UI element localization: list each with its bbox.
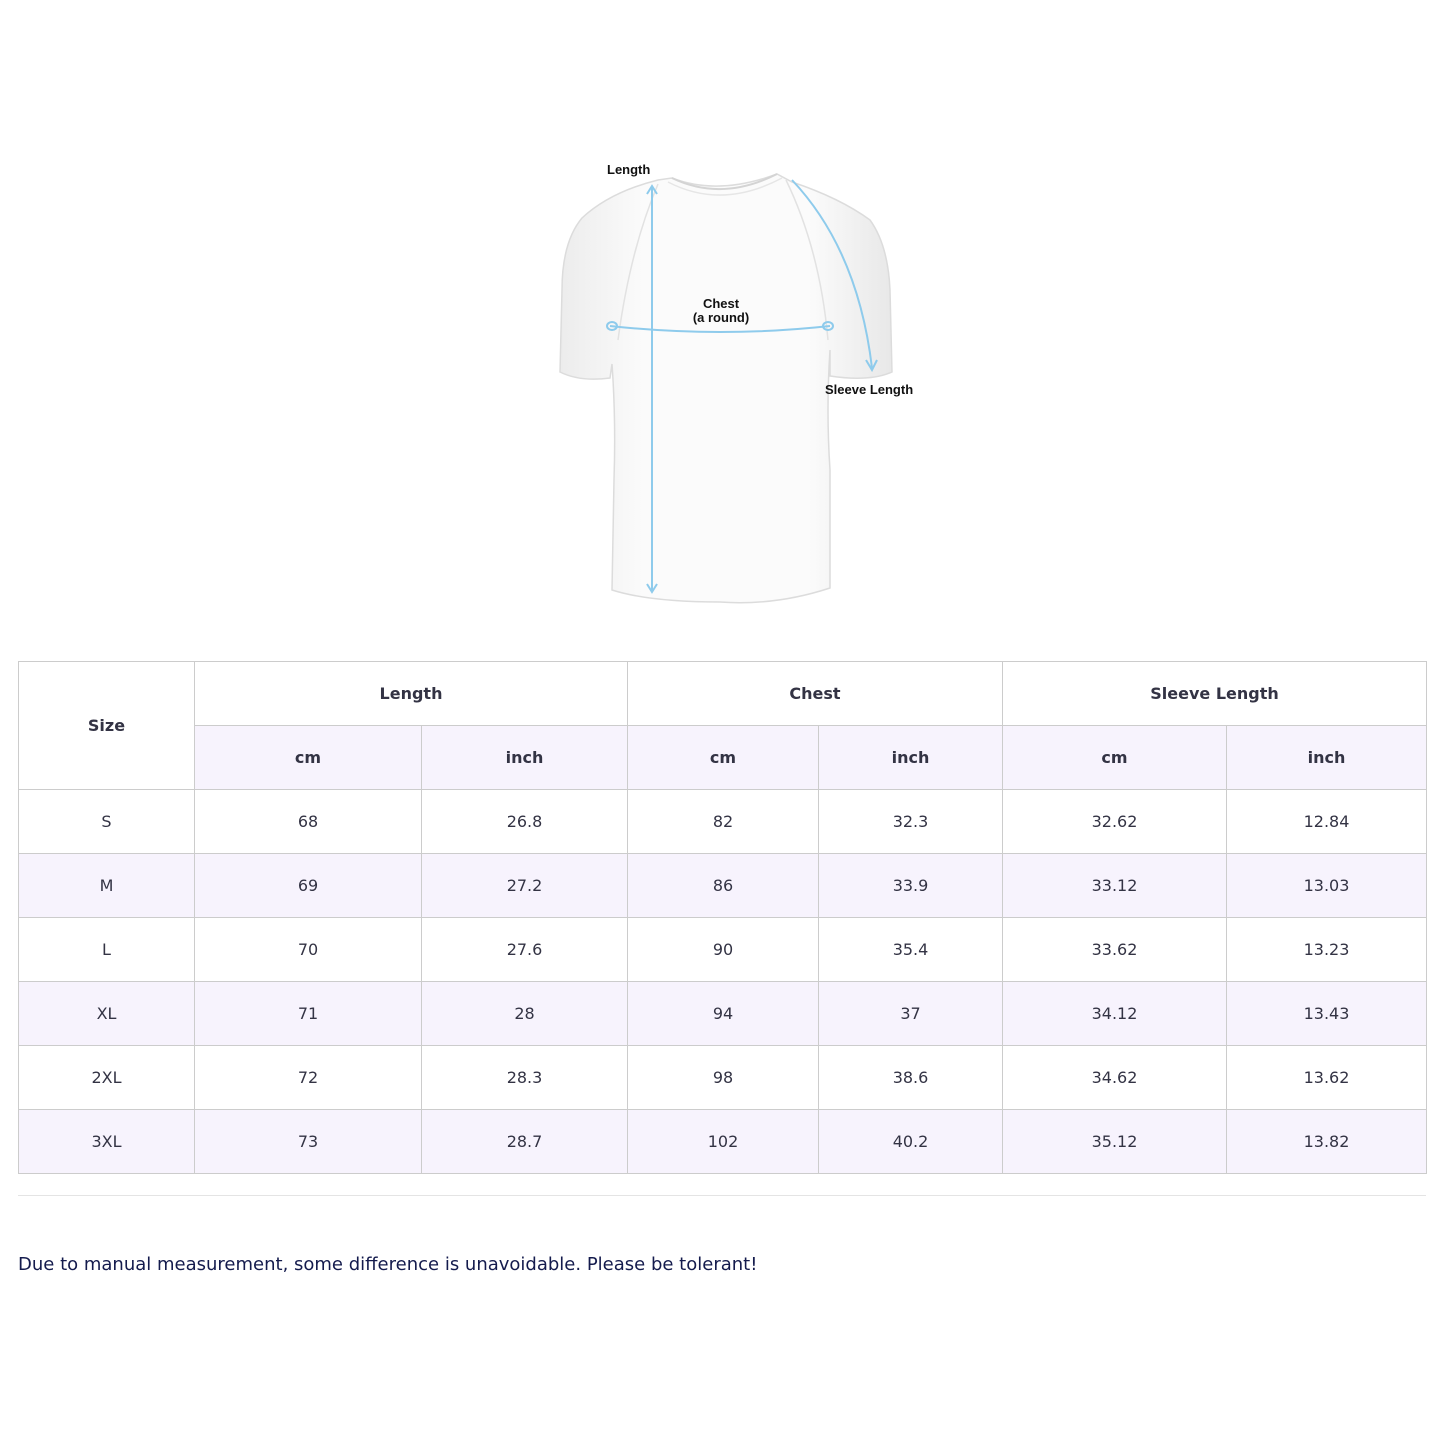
table-cell: 28.3 bbox=[422, 1046, 628, 1110]
sleeve-length-label: Sleeve Length bbox=[825, 382, 914, 397]
table-cell: 32.3 bbox=[819, 790, 1003, 854]
table-row bbox=[19, 918, 1427, 982]
table-cell: 33.9 bbox=[819, 854, 1003, 918]
table-header-row bbox=[19, 662, 1427, 726]
table-row bbox=[19, 1110, 1427, 1174]
size-cell: XL bbox=[19, 982, 195, 1046]
table-cell: 34.62 bbox=[1003, 1046, 1227, 1110]
table-cell: 72 bbox=[195, 1046, 422, 1110]
table-cell: 71 bbox=[195, 982, 422, 1046]
table-cell: 40.2 bbox=[819, 1110, 1003, 1174]
size-column-header: Size bbox=[19, 662, 195, 790]
unit-header: cm bbox=[628, 726, 819, 790]
table-cell: 37 bbox=[819, 982, 1003, 1046]
table-cell: 33.62 bbox=[1003, 918, 1227, 982]
table-cell: 26.8 bbox=[422, 790, 628, 854]
length-group-header: Length bbox=[195, 662, 628, 726]
size-cell: L bbox=[19, 918, 195, 982]
table-cell: 13.23 bbox=[1227, 918, 1427, 982]
table-cell: 34.12 bbox=[1003, 982, 1227, 1046]
table-cell: 27.6 bbox=[422, 918, 628, 982]
table-cell: 32.62 bbox=[1003, 790, 1227, 854]
chest-label-line2: (a round) bbox=[692, 310, 750, 325]
table-cell: 13.03 bbox=[1227, 854, 1427, 918]
size-chart-table bbox=[18, 661, 1427, 1174]
table-cell: 35.12 bbox=[1003, 1110, 1227, 1174]
size-cell: M bbox=[19, 854, 195, 918]
table-cell: 13.43 bbox=[1227, 982, 1427, 1046]
table-cell: 35.4 bbox=[819, 918, 1003, 982]
divider bbox=[18, 1195, 1426, 1196]
table-cell: 90 bbox=[628, 918, 819, 982]
size-cell: S bbox=[19, 790, 195, 854]
chest-label-line1: Chest bbox=[702, 296, 740, 311]
table-cell: 13.62 bbox=[1227, 1046, 1427, 1110]
chest-label bbox=[670, 297, 772, 325]
table-cell: 68 bbox=[195, 790, 422, 854]
measurement-note: Due to manual measurement, some difference is unavoidable. Please be tolerant! bbox=[18, 1254, 758, 1275]
table-cell: 28 bbox=[422, 982, 628, 1046]
table-cell: 28.7 bbox=[422, 1110, 628, 1174]
table-cell: 13.82 bbox=[1227, 1110, 1427, 1174]
unit-header: inch bbox=[422, 726, 628, 790]
unit-header: cm bbox=[195, 726, 422, 790]
table-cell: 82 bbox=[628, 790, 819, 854]
unit-header: inch bbox=[819, 726, 1003, 790]
table-cell: 86 bbox=[628, 854, 819, 918]
tshirt-measurement-diagram bbox=[540, 150, 940, 610]
table-row bbox=[19, 1046, 1427, 1110]
size-cell: 2XL bbox=[19, 1046, 195, 1110]
table-cell: 38.6 bbox=[819, 1046, 1003, 1110]
table-row bbox=[19, 790, 1427, 854]
sleeve-length-group-header: Sleeve Length bbox=[1003, 662, 1427, 726]
table-unit-row bbox=[19, 726, 1427, 790]
length-label: Length bbox=[607, 162, 651, 177]
table-cell: 70 bbox=[195, 918, 422, 982]
table-cell: 12.84 bbox=[1227, 790, 1427, 854]
chest-group-header: Chest bbox=[628, 662, 1003, 726]
table-cell: 33.12 bbox=[1003, 854, 1227, 918]
table-cell: 98 bbox=[628, 1046, 819, 1110]
table-cell: 69 bbox=[195, 854, 422, 918]
tshirt-illustration bbox=[540, 150, 940, 610]
unit-header: inch bbox=[1227, 726, 1427, 790]
table-cell: 102 bbox=[628, 1110, 819, 1174]
table-row bbox=[19, 982, 1427, 1046]
table-cell: 73 bbox=[195, 1110, 422, 1174]
table-row bbox=[19, 854, 1427, 918]
table-cell: 94 bbox=[628, 982, 819, 1046]
table-cell: 27.2 bbox=[422, 854, 628, 918]
size-cell: 3XL bbox=[19, 1110, 195, 1174]
unit-header: cm bbox=[1003, 726, 1227, 790]
